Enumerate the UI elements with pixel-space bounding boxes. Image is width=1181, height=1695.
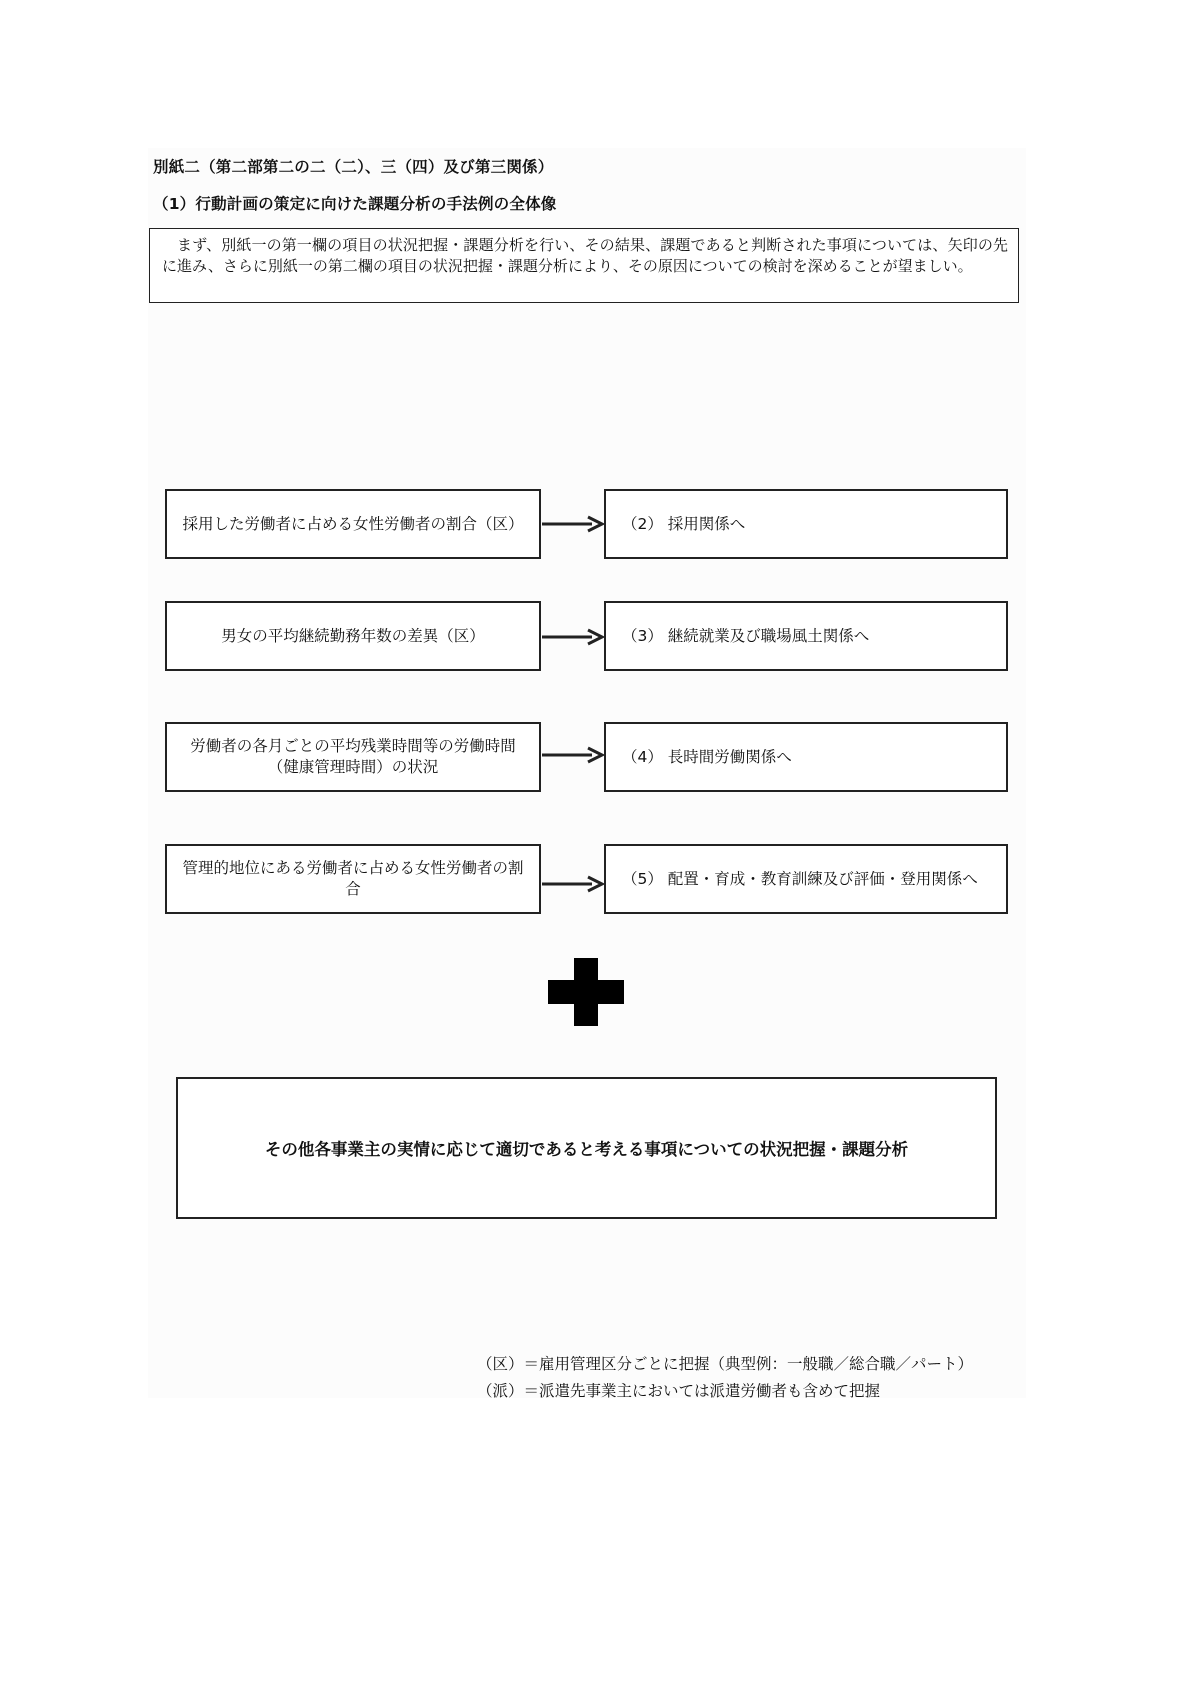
flow-item-label: 労働者の各月ごとの平均残業時間等の労働時間（健康管理時間）の状況 (190, 737, 516, 776)
legend-note-ha: （派）＝派遣先事業主においては派遣労働者も含めて把握 (477, 1382, 881, 1400)
document-title: 別紙二（第二部第二の二（二）、三（四）及び第三関係） (153, 158, 554, 176)
flow-item-tenure-gap (165, 601, 541, 671)
flow-target-retention (604, 601, 1008, 671)
flow-target-label: （3） 継続就業及び職場風土関係へ (622, 626, 870, 645)
flow-target-hiring (604, 489, 1008, 559)
flow-item-label: 管理的地位にある労働者に占める女性労働者の割合 (182, 859, 524, 898)
legend-note-ku: （区）＝雇用管理区分ごとに把握（典型例：一般職／総合職／パート） (477, 1355, 974, 1373)
plus-icon (548, 958, 624, 1026)
right-arrow-icon (542, 874, 604, 894)
flow-item-label: 採用した労働者に占める女性労働者の割合（区） (182, 514, 524, 533)
flow-target-long-hours (604, 722, 1008, 792)
section-title: （1）行動計画の策定に向けた課題分析の手法例の全体像 (153, 195, 557, 213)
flow-item-working-hours (165, 722, 541, 792)
flow-item-label: 男女の平均継続勤務年数の差異（区） (221, 626, 485, 645)
other-items-box (176, 1077, 997, 1219)
right-arrow-icon (542, 745, 604, 765)
flow-target-placement (604, 844, 1008, 914)
flow-target-label: （4） 長時間労働関係へ (622, 747, 792, 766)
flow-item-manager-ratio (165, 844, 541, 914)
flow-target-label: （2） 採用関係へ (622, 514, 746, 533)
intro-box: まず、別紙一の第一欄の項目の状況把握・課題分析を行い、その結果、課題であると判断された事項については、矢印の先に進み、さらに別紙一の第二欄の項目の状況把握・課題分析により、その原因についての検討を深めることが望ましい。 (149, 228, 1019, 303)
right-arrow-icon (542, 627, 604, 647)
right-arrow-icon (542, 514, 604, 534)
other-items-label: その他各事業主の実情に応じて適切であると考える事項についての状況把握・課題分析 (264, 1140, 909, 1159)
flow-item-hiring-ratio (165, 489, 541, 559)
flow-target-label: （5） 配置・育成・教育訓練及び評価・登用関係へ (622, 869, 978, 888)
